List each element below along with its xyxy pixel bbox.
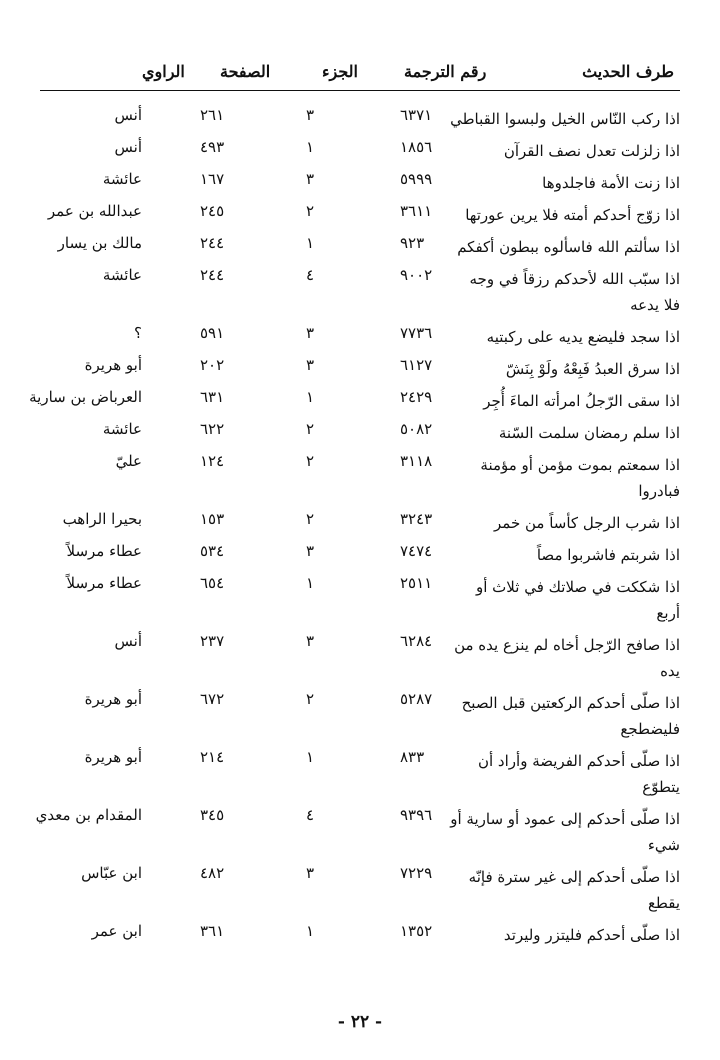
row-safha: ٤٩٣ (200, 138, 225, 156)
row-safha: ١٢٤ (200, 452, 225, 470)
row-rawi: عائشة (102, 170, 142, 188)
row-safha: ٦٧٢ (200, 690, 225, 708)
table-row (40, 196, 680, 228)
row-safha: ٢٣٧ (200, 632, 225, 650)
row-rawi: ؟ (134, 324, 142, 342)
row-juz: ٣ (306, 324, 315, 342)
row-juz: ١ (306, 138, 315, 156)
row-safha: ٤٨٢ (200, 864, 225, 882)
table-body (29, 100, 680, 948)
row-juz: ٢ (306, 690, 315, 708)
row-rawi: أبو هريرة (84, 690, 142, 708)
row-juz: ١ (306, 388, 315, 406)
row-tarjama: ٧٧٣٦ (400, 324, 433, 342)
row-hadith: اذا زلزلت تعدل نصف القرآن (503, 142, 680, 160)
table-row (40, 318, 680, 350)
row-juz: ١ (306, 234, 315, 252)
row-hadith: اذا سلم رمضان سلمت السّنة (498, 424, 680, 442)
table-row (40, 568, 680, 626)
table-row (40, 260, 680, 318)
row-rawi: ابن عمر (91, 922, 142, 940)
table-row (40, 742, 680, 800)
row-juz: ١ (306, 922, 315, 940)
row-tarjama: ٣١١٨ (400, 452, 433, 470)
row-safha: ٣٦١ (200, 922, 225, 940)
row-safha: ٥٣٤ (200, 542, 225, 560)
row-tarjama: ٥٩٩٩ (400, 170, 433, 188)
row-safha: ٦٢٢ (200, 420, 225, 438)
row-tarjama: ٣٢٤٣ (400, 510, 433, 528)
row-rawi: عائشة (102, 266, 142, 284)
row-safha: ٢٤٤ (200, 266, 225, 284)
row-rawi: عليّ (115, 452, 142, 470)
row-juz: ٣ (306, 106, 315, 124)
row-tarjama: ٩٢٣ (400, 234, 425, 252)
row-tarjama: ٩٠٠٢ (400, 266, 433, 284)
page-number: - ٢٢ - (337, 1012, 383, 1032)
row-hadith: اذا ركب النّاس الخيل ولبسوا القباطي (450, 110, 680, 128)
row-rawi: بحيرا الراهب (62, 510, 142, 528)
row-rawi: أنس (114, 138, 142, 156)
row-tarjama: ٦٣٧١ (400, 106, 433, 124)
row-rawi: عطاء مرسلاً (66, 574, 142, 592)
row-hadith: اذا سألتم الله فاسألوه ببطون أكفكم (457, 238, 680, 256)
table-row (40, 684, 680, 742)
header-tarjama: رقم الترجمة (404, 62, 487, 81)
table-row (40, 446, 680, 504)
header-rawi: الراوي (142, 62, 185, 81)
row-tarjama: ٩٣٩٦ (400, 806, 433, 824)
row-rawi: أبو هريرة (84, 748, 142, 766)
row-juz: ٣ (306, 542, 315, 560)
row-tarjama: ٧٢٢٩ (400, 864, 433, 882)
row-rawi: العرباض بن سارية (29, 388, 142, 406)
row-tarjama: ٢٤٢٩ (400, 388, 433, 406)
table-row (40, 414, 680, 446)
row-hadith: اذا شربتم فاشربوا مصاً (536, 546, 680, 564)
row-safha: ٢٤٥ (200, 202, 225, 220)
row-tarjama: ٥٠٨٢ (400, 420, 433, 438)
row-tarjama: ٦٢٨٤ (400, 632, 433, 650)
row-safha: ٦٥٤ (200, 574, 225, 592)
table-row (40, 228, 680, 260)
row-juz: ٤ (306, 806, 315, 824)
row-juz: ١ (306, 574, 315, 592)
table-row (40, 350, 680, 382)
row-hadith: اذا سجد فليضع يديه على ركبتيه (486, 328, 680, 346)
row-tarjama: ٣٦١١ (400, 202, 433, 220)
header-juz: الجزء (322, 62, 358, 81)
row-tarjama: ٨٣٣ (400, 748, 425, 766)
table-row (40, 626, 680, 684)
row-safha: ٦٣١ (200, 388, 225, 406)
row-rawi: عطاء مرسلاً (66, 542, 142, 560)
table-row (40, 536, 680, 568)
row-hadith: اذا صافح الرّجل أخاه لم ينزع يده من يده (454, 636, 680, 680)
table-row (40, 132, 680, 164)
row-hadith: اذا شككت في صلاتك في ثلاث أو أربع (476, 578, 680, 622)
row-juz: ٤ (306, 266, 315, 284)
table-row (35, 800, 680, 858)
row-tarjama: ١٨٥٦ (400, 138, 433, 156)
header-hadith: طرف الحديث (582, 62, 674, 81)
row-tarjama: ١٣٥٢ (400, 922, 433, 940)
header-safha: الصفحة (220, 62, 271, 81)
table-row (29, 382, 680, 414)
row-juz: ٣ (306, 170, 315, 188)
row-hadith: اذا زنت الأمة فاجلدوها (542, 174, 680, 192)
row-juz: ٢ (306, 202, 315, 220)
row-juz: ٣ (306, 356, 315, 374)
row-hadith: اذا صلّى أحدكم إلى عمود أو سارية أو شيء (450, 810, 680, 854)
table-row (40, 504, 680, 536)
row-juz: ٣ (306, 864, 315, 882)
row-hadith: اذا سقى الرّجلُ امرأته الماءَ أُجِر (483, 392, 680, 410)
row-safha: ٢٠٢ (200, 356, 225, 374)
row-hadith: اذا سرق العبدُ فَبِعْهُ ولَوْ بِنَشّ (505, 360, 680, 378)
row-hadith: اذا صلّى أحدكم فليتزر وليرتد (503, 926, 680, 944)
row-juz: ٢ (306, 420, 315, 438)
row-hadith: اذا سبّب الله لأحدكم رزقاً في وجه فلا يدعه (469, 270, 680, 314)
row-tarjama: ٥٢٨٧ (400, 690, 433, 708)
row-hadith: اذا سمعتم بموت مؤمن أو مؤمنة فبادروا (480, 456, 680, 500)
row-safha: ٢٦١ (200, 106, 225, 124)
row-rawi: مالك بن يسار (57, 234, 142, 252)
row-tarjama: ٧٤٧٤ (400, 542, 433, 560)
row-tarjama: ٢٥١١ (400, 574, 433, 592)
row-juz: ١ (306, 748, 315, 766)
row-rawi: المقدام بن معدي (35, 806, 142, 824)
table-row (40, 100, 680, 132)
row-safha: ٢١٤ (200, 748, 225, 766)
table-row (40, 858, 680, 916)
row-safha: ٥٩١ (200, 324, 225, 342)
row-juz: ٢ (306, 510, 315, 528)
table-header (40, 56, 680, 91)
row-safha: ٣٤٥ (200, 806, 225, 824)
row-rawi: أنس (114, 632, 142, 650)
row-safha: ٢٤٤ (200, 234, 225, 252)
row-hadith: اذا صلّى أحدكم الفريضة وأراد أن يتطوّع (477, 752, 680, 796)
row-safha: ١٦٧ (200, 170, 225, 188)
table-row (40, 164, 680, 196)
row-rawi: أنس (114, 106, 142, 124)
row-rawi: أبو هريرة (84, 356, 142, 374)
row-hadith: اذا زوّج أحدكم أمته فلا يرين عورتها (465, 206, 680, 224)
row-rawi: عائشة (102, 420, 142, 438)
row-hadith: اذا صلّى أحدكم الركعتين قبل الصبح فليضطجع (461, 694, 680, 738)
row-rawi: ابن عبّاس (81, 864, 142, 882)
row-tarjama: ٦١٢٧ (400, 356, 433, 374)
row-hadith: اذا صلّى أحدكم إلى غير سترة فإنّه يقطع (468, 868, 680, 912)
row-hadith: اذا شرب الرجل كأساً من خمر (494, 514, 680, 532)
row-juz: ٣ (306, 632, 315, 650)
table-row (40, 916, 680, 948)
row-safha: ١٥٣ (200, 510, 225, 528)
row-rawi: عبدالله بن عمر (47, 202, 142, 220)
row-juz: ٢ (306, 452, 315, 470)
